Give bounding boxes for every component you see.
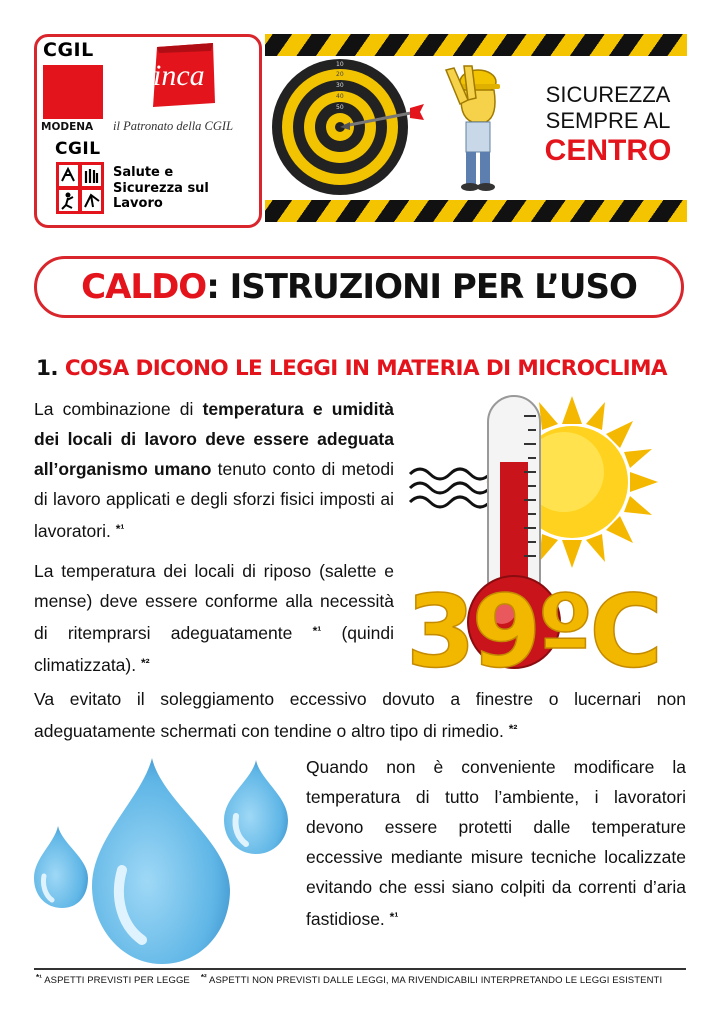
dartboard-target-icon xyxy=(270,56,428,198)
section-heading xyxy=(36,356,667,381)
paragraph-4 xyxy=(306,752,686,934)
footnote-ref: *¹ xyxy=(115,522,125,536)
page-title xyxy=(34,256,684,318)
hazard-stripe-top xyxy=(265,34,687,56)
paragraph-1-emphasis: temperatura e umidità dei locali di lavoro deve essere adeguata all’organismo umano xyxy=(34,399,395,479)
footnote-2-text: ASPETTI NON PREVISTI DALLE LEGGI, MA RIVENDICABILI INTERPRETANDO LE LEGGI ESISTENTI xyxy=(206,975,663,986)
temperature-label: 39ºC xyxy=(406,573,659,682)
page-title-highlight: CALDO xyxy=(81,267,207,307)
svg-text:10: 10 xyxy=(336,61,344,68)
ssl-line-1: Salute e xyxy=(113,165,174,180)
water-drops-icon xyxy=(30,758,292,966)
slogan-block xyxy=(528,82,688,168)
hazard-stripe-bottom xyxy=(265,200,687,222)
footnote-ref: *² xyxy=(508,722,518,736)
cgil-red-square-logo xyxy=(43,65,103,119)
paragraph-3 xyxy=(34,684,686,746)
slogan-line-3: CENTRO xyxy=(544,134,672,167)
svg-text:50: 50 xyxy=(336,104,344,111)
thermometer-sun-icon xyxy=(402,392,692,682)
paragraph-2-lead: La temperatura dei locali di riposo (salette e mense) deve essere conforme alla necessità di ritemprarsi adeguatamente xyxy=(34,561,394,643)
inca-subtitle: il Patronato della CGIL xyxy=(113,119,234,133)
cgil-city-label: MODENA xyxy=(41,121,94,133)
footnote-ref: *² xyxy=(140,656,150,670)
paragraph-3-text: Va evitato il soleggiamento eccessivo dovuto a finestre o lucernari non adeguatamente schermati con tendine o altro tipo di rimedio. xyxy=(34,689,686,741)
paragraph-1-tail: tenuto conto di metodi di lavoro applicati e degli sforzi fisici imposti ai lavoratori. xyxy=(34,459,394,541)
paragraph-2-tail: (quindi climatizzata). xyxy=(34,623,394,675)
safety-pictograms-icon xyxy=(55,161,105,215)
slogan-line-1: SICUREZZA xyxy=(545,82,671,107)
inca-logo xyxy=(149,41,217,113)
footnote-1-text: ASPETTI PREVISTI PER LEGGE xyxy=(41,975,190,986)
worker-victory-icon xyxy=(438,64,518,194)
page-title-rest: : ISTRUZIONI PER L’USO xyxy=(206,267,637,307)
slogan-line-2: SEMPRE AL xyxy=(545,108,671,133)
ssl-logo-lines xyxy=(113,165,209,212)
footnote-ref: *¹ xyxy=(389,910,399,924)
svg-text:20: 20 xyxy=(336,71,344,78)
paragraph-4-text: Quando non è conveniente modificare la temperatura di tutto l’ambiente, i lavoratori devono essere protetti dalle temperature eccessive mediante misure tecniche localizzate evitando che essi siano colpiti da correnti d’aria fastidiose. xyxy=(306,757,686,929)
paragraph-1-lead: La combinazione di xyxy=(34,399,203,419)
section-title: COSA DICONO LE LEGGI IN MATERIA DI MICROCLIMA xyxy=(64,356,667,381)
logo-panel xyxy=(34,34,262,228)
svg-text:30: 30 xyxy=(336,82,344,89)
ssl-line-2: Sicurezza sul xyxy=(113,180,209,196)
cgil-logo-text: CGIL xyxy=(43,39,94,61)
svg-text:40: 40 xyxy=(336,93,344,100)
footnote-marker-1: *¹ xyxy=(36,973,42,982)
footnote-ref: *¹ xyxy=(312,624,322,638)
paragraph-2 xyxy=(34,556,394,680)
footnotes xyxy=(36,973,662,986)
ssl-line-3: Lavoro xyxy=(113,196,163,211)
inca-logo-text: inca xyxy=(153,59,205,92)
section-number: 1. xyxy=(36,356,58,381)
footnote-marker-2: *² xyxy=(200,973,207,982)
footer-divider xyxy=(34,968,686,970)
cgil-ssl-logo-text: CGIL xyxy=(55,139,101,159)
paragraph-1 xyxy=(34,394,394,546)
